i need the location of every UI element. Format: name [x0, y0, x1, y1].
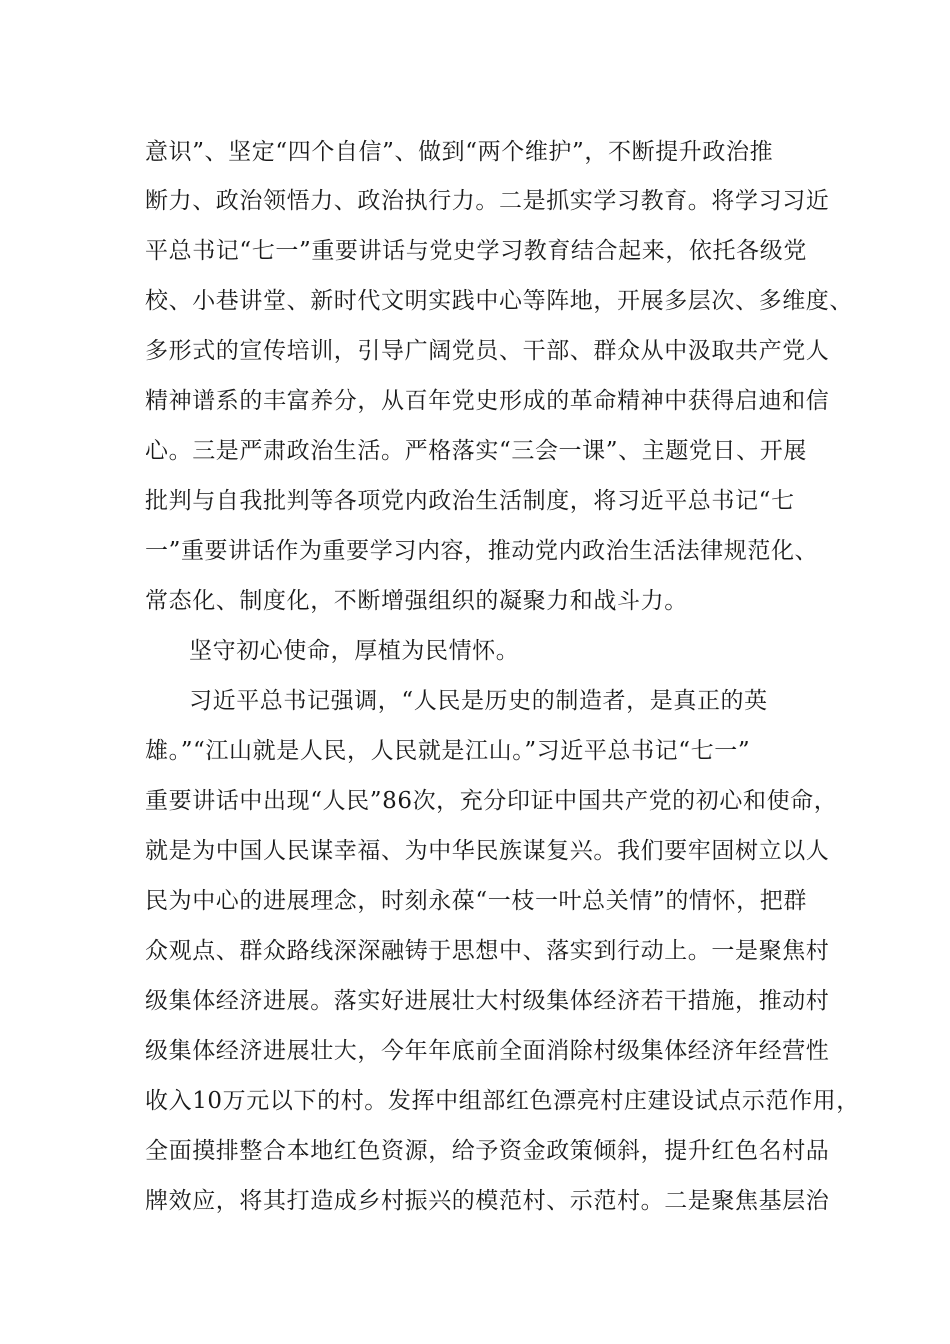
text-line: 全面摸排整合本地红色资源，给予资金政策倾斜，提升红色名村品	[145, 1138, 830, 1164]
text-line: 众观点、群众路线深深融铸于思想中、落实到行动上。一是聚焦村	[145, 938, 830, 964]
text-line: 心。三是严肃政治生活。严格落实“三会一课”、主题党日、开展	[145, 438, 807, 464]
text-line: 级集体经济进展壮大，今年年底前全面消除村级集体经济年经营性	[145, 1038, 830, 1064]
text-line: 意识”、坚定“四个自信”、做到“两个维护”，不断提升政治推	[145, 139, 774, 165]
text-line: 校、小巷讲堂、新时代文明实践中心等阵地，开展多层次、多维度、	[145, 288, 853, 314]
text-line: 一”重要讲话作为重要学习内容，推动党内政治生活法律规范化、	[145, 538, 819, 564]
text-line: 级集体经济进展。落实好进展壮大村级集体经济若干措施，推动村	[145, 988, 830, 1014]
text-line: 断力、政治领悟力、政治执行力。二是抓实学习教育。将学习习近	[145, 188, 830, 214]
text-line: 民为中心的进展理念，时刻永葆“一枝一叶总关情”的情怀，把群	[145, 888, 807, 914]
text-line: 牌效应，将其打造成乡村振兴的模范村、示范村。二是聚焦基层治	[145, 1188, 830, 1214]
section-heading: 坚守初心使命，厚植为民情怀。	[189, 638, 520, 664]
text-line: 就是为中国人民谋幸福、为中华民族谋复兴。我们要牢固树立以人	[145, 838, 830, 864]
text-line: 常态化、制度化，不断增强组织的凝聚力和战斗力。	[145, 588, 688, 614]
text-line: 批判与自我批判等各项党内政治生活制度，将习近平总书记“七	[145, 488, 795, 514]
text-line: 精神谱系的丰富养分，从百年党史形成的革命精神中获得启迪和信	[145, 388, 830, 414]
text-line: 收入10万元以下的村。发挥中组部红色漂亮村庄建设试点示范作用，	[145, 1088, 860, 1114]
text-line: 习近平总书记强调，“人民是历史的制造者，是真正的英	[189, 688, 768, 714]
text-line: 重要讲话中出现“人民”86次，充分印证中国共产党的初心和使命，	[145, 788, 838, 814]
text-line: 雄。”“江山就是人民，人民就是江山。”习近平总书记“七一”	[145, 738, 751, 764]
text-line: 平总书记“七一”重要讲话与党史学习教育结合起来，依托各级党	[145, 238, 807, 264]
text-line: 多形式的宣传培训，引导广阔党员、干部、群众从中汲取共产党人	[145, 338, 830, 364]
